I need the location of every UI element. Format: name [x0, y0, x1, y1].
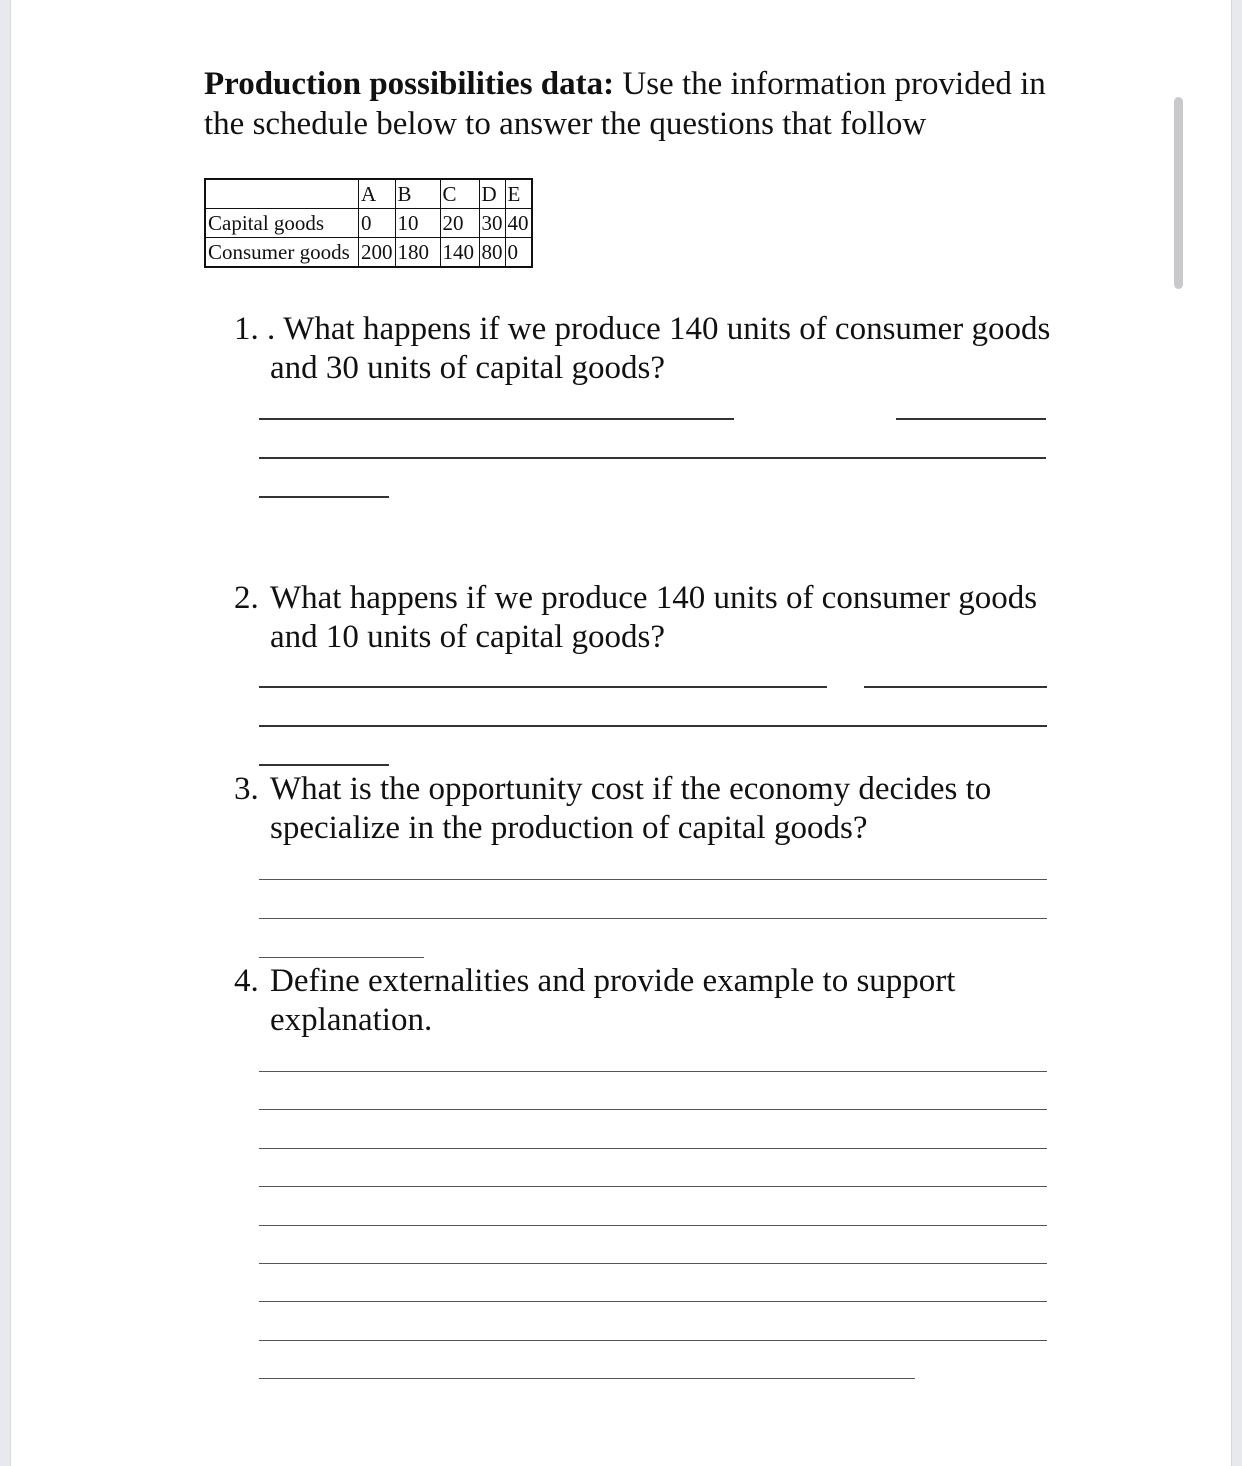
table-cell: 0 [359, 209, 396, 238]
answer-line[interactable] [259, 957, 424, 958]
answer-line[interactable] [259, 418, 734, 420]
answer-line[interactable] [259, 1186, 1047, 1187]
question-3 [234, 770, 1064, 848]
table-cell: 140 [440, 238, 479, 268]
question-number: 1. . [234, 311, 276, 347]
header-col-d: D [479, 179, 505, 209]
table-row [205, 238, 532, 268]
table-cell: 40 [505, 209, 532, 238]
question-4 [234, 962, 1064, 1040]
header-col-a: A [359, 179, 396, 209]
table-cell: 0 [505, 238, 532, 268]
answer-line[interactable] [896, 418, 1046, 420]
intro-rest: Use the information provided in [614, 66, 1046, 102]
question-1 [234, 310, 1064, 388]
answer-line[interactable] [259, 1301, 1047, 1302]
question-text: Define externalities and provide example to support [270, 963, 956, 999]
question-text-line2: and 30 units of capital goods? [270, 350, 666, 386]
table-cell: 20 [440, 209, 479, 238]
table-cell: 200 [359, 238, 396, 268]
answer-line[interactable] [259, 457, 1046, 459]
production-schedule-table [204, 178, 533, 268]
answer-line[interactable] [259, 764, 389, 766]
table-header-row [205, 179, 532, 209]
table-cell: 10 [395, 209, 440, 238]
answer-line[interactable] [259, 1148, 1047, 1149]
question-2 [234, 579, 1064, 657]
answer-line[interactable] [259, 725, 1047, 727]
question-text-line2: and 10 units of capital goods? [270, 619, 666, 655]
question-number: 2. [234, 580, 259, 616]
answer-line[interactable] [864, 686, 1047, 688]
answer-line[interactable] [259, 496, 389, 498]
header-blank-cell [205, 179, 359, 209]
vertical-scrollbar[interactable] [1174, 97, 1183, 289]
answer-line[interactable] [259, 686, 827, 688]
answer-line[interactable] [259, 918, 1047, 919]
question-text: What is the opportunity cost if the economy decides to [270, 771, 992, 807]
header-col-c: C [440, 179, 479, 209]
table-cell: 30 [479, 209, 505, 238]
answer-line[interactable] [259, 1378, 915, 1379]
intro-bold-heading: Production possibilities data: [204, 66, 615, 102]
table-cell: 80 [479, 238, 505, 268]
answer-line[interactable] [259, 1071, 1047, 1072]
header-col-e: E [505, 179, 532, 209]
question-text: What happens if we produce 140 units of consumer goods [270, 580, 1038, 616]
question-number: 4. [234, 963, 259, 999]
answer-line[interactable] [259, 879, 1047, 880]
answer-line[interactable] [259, 1263, 1047, 1264]
question-text-line2: specialize in the production of capital goods? [270, 810, 868, 846]
table-row [205, 209, 532, 238]
table-cell: 180 [395, 238, 440, 268]
intro-line2: the schedule below to answer the questions that follow [204, 106, 927, 142]
row-label-consumer: Consumer goods [205, 238, 359, 268]
row-label-capital: Capital goods [205, 209, 359, 238]
answer-line[interactable] [259, 1109, 1047, 1110]
question-number: 3. [234, 771, 259, 807]
answer-line[interactable] [259, 1225, 1047, 1226]
question-text: What happens if we produce 140 units of consumer goods [283, 311, 1051, 347]
question-text-line2: explanation. [270, 1002, 433, 1038]
answer-line[interactable] [259, 1340, 1047, 1341]
intro-text [204, 64, 1074, 144]
document-page [10, 0, 1232, 1466]
header-col-b: B [395, 179, 440, 209]
